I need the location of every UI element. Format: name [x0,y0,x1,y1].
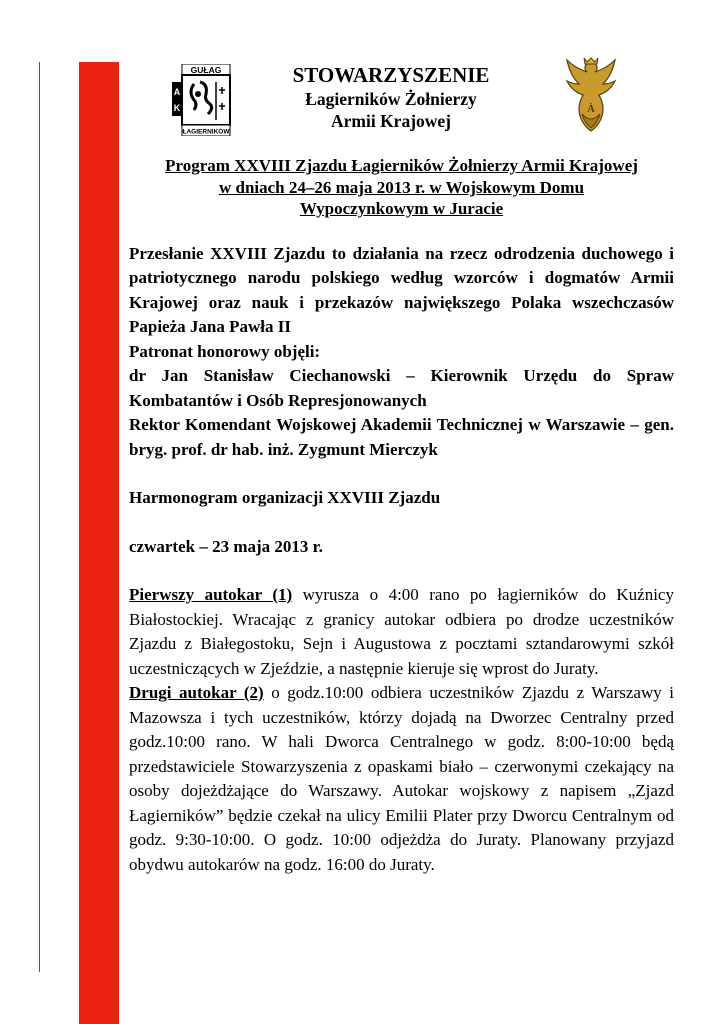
bus-2-paragraph [129,681,674,877]
bus-2-label: Drugi autokar (2) [129,683,264,702]
svg-text:Ȧ: Ȧ [587,103,595,115]
logo-bottom-text: ŁAGIERNIKÓW [182,128,230,136]
patronage-heading: Patronat honorowy objęli: [129,341,321,361]
organization-header [262,62,520,132]
program-title-line1: Program XXVIII Zjazdu Łagierników Żołnierzy Armii Krajowej [165,156,638,175]
schedule-heading: Harmonogram organizacji XXVIII Zjazdu [129,488,441,507]
svg-text:A: A [173,87,181,97]
patron-2: Rektor Komendant Wojskowej Akademii Technicznej w Warszawie – gen. bryg. prof. dr hab. inż. Zygmunt Mierczyk [129,415,674,459]
patron-1: dr Jan Stanisław Ciechanowski – Kierownik Urzędu do Spraw Kombatantów i Osób Represjonowanych [129,366,674,410]
program-title-line3: Wypoczynkowym w Juracie [299,199,504,218]
association-logo [168,64,244,136]
organization-subtitle-1: Łagierników Żołnierzy [305,89,477,109]
organization-name: STOWARZYSZENIE [292,63,490,87]
program-title-line2: w dniach 24–26 maja 2013 r. w Wojskowym Domu [218,177,585,197]
svg-text:K: K [173,103,181,113]
bus-1-label: Pierwszy autokar (1) [129,585,293,604]
bus-1-text: wyrusza o 4:00 rano po łagierników do Kuźnicy Białostockiej. Wracając z granicy autokar odbiera po drodze uczestników Zjazdu z Białegostoku, Sejn i Augustowa z pocztami sztandarowymi szkół uczestniczących w Zjeździe, a następnie kieruje się wprost do Juraty. [129,585,674,678]
program-title [129,155,674,220]
bus-2-text: o godz.10:00 odbiera uczestników Zjazdu z Warszawy i Mazowsza i tych uczestników, którzy dojadą na Dworzec Centralny przed godz.10:00 rano. W hali Dworca Centralnego w godz. 8:00-10:00 będą przedstawiciele Stowarzyszenia z opaskami biało – czerwonymi czekający na osoby dojeżdżające do Warszawy. Autokar wojskowy z napisem „Zjazd Łagierników” będzie czekał na ulicy Emilii Plater przy Dworcu Centralnym od godz. 9:30-10:00. O godz. 10:00 odjeżdża do Juraty. Planowany przyjazd obydwu autokarów na godz. 16:00 do Juraty. [129,683,674,874]
logo-top-text: GUŁAG [190,65,222,75]
organization-subtitle-2: Armii Krajowej [330,111,452,131]
bus-1-paragraph [129,583,674,681]
document-body [129,155,674,877]
accent-bar [79,62,119,1024]
eagle-emblem-icon [560,56,622,138]
day-heading: czwartek – 23 maja 2013 r. [129,536,323,556]
page-margin-line [39,62,40,972]
mission-statement: Przesłanie XXVIII Zjazdu to działania na rzecz odrodzenia duchowego i patriotycznego narodu polskiego według wzorców i dogmatów Armii Krajowej oraz nauk i przekazów największego Polaka wszechczasów Papieża Jana Pawła II [129,243,674,336]
